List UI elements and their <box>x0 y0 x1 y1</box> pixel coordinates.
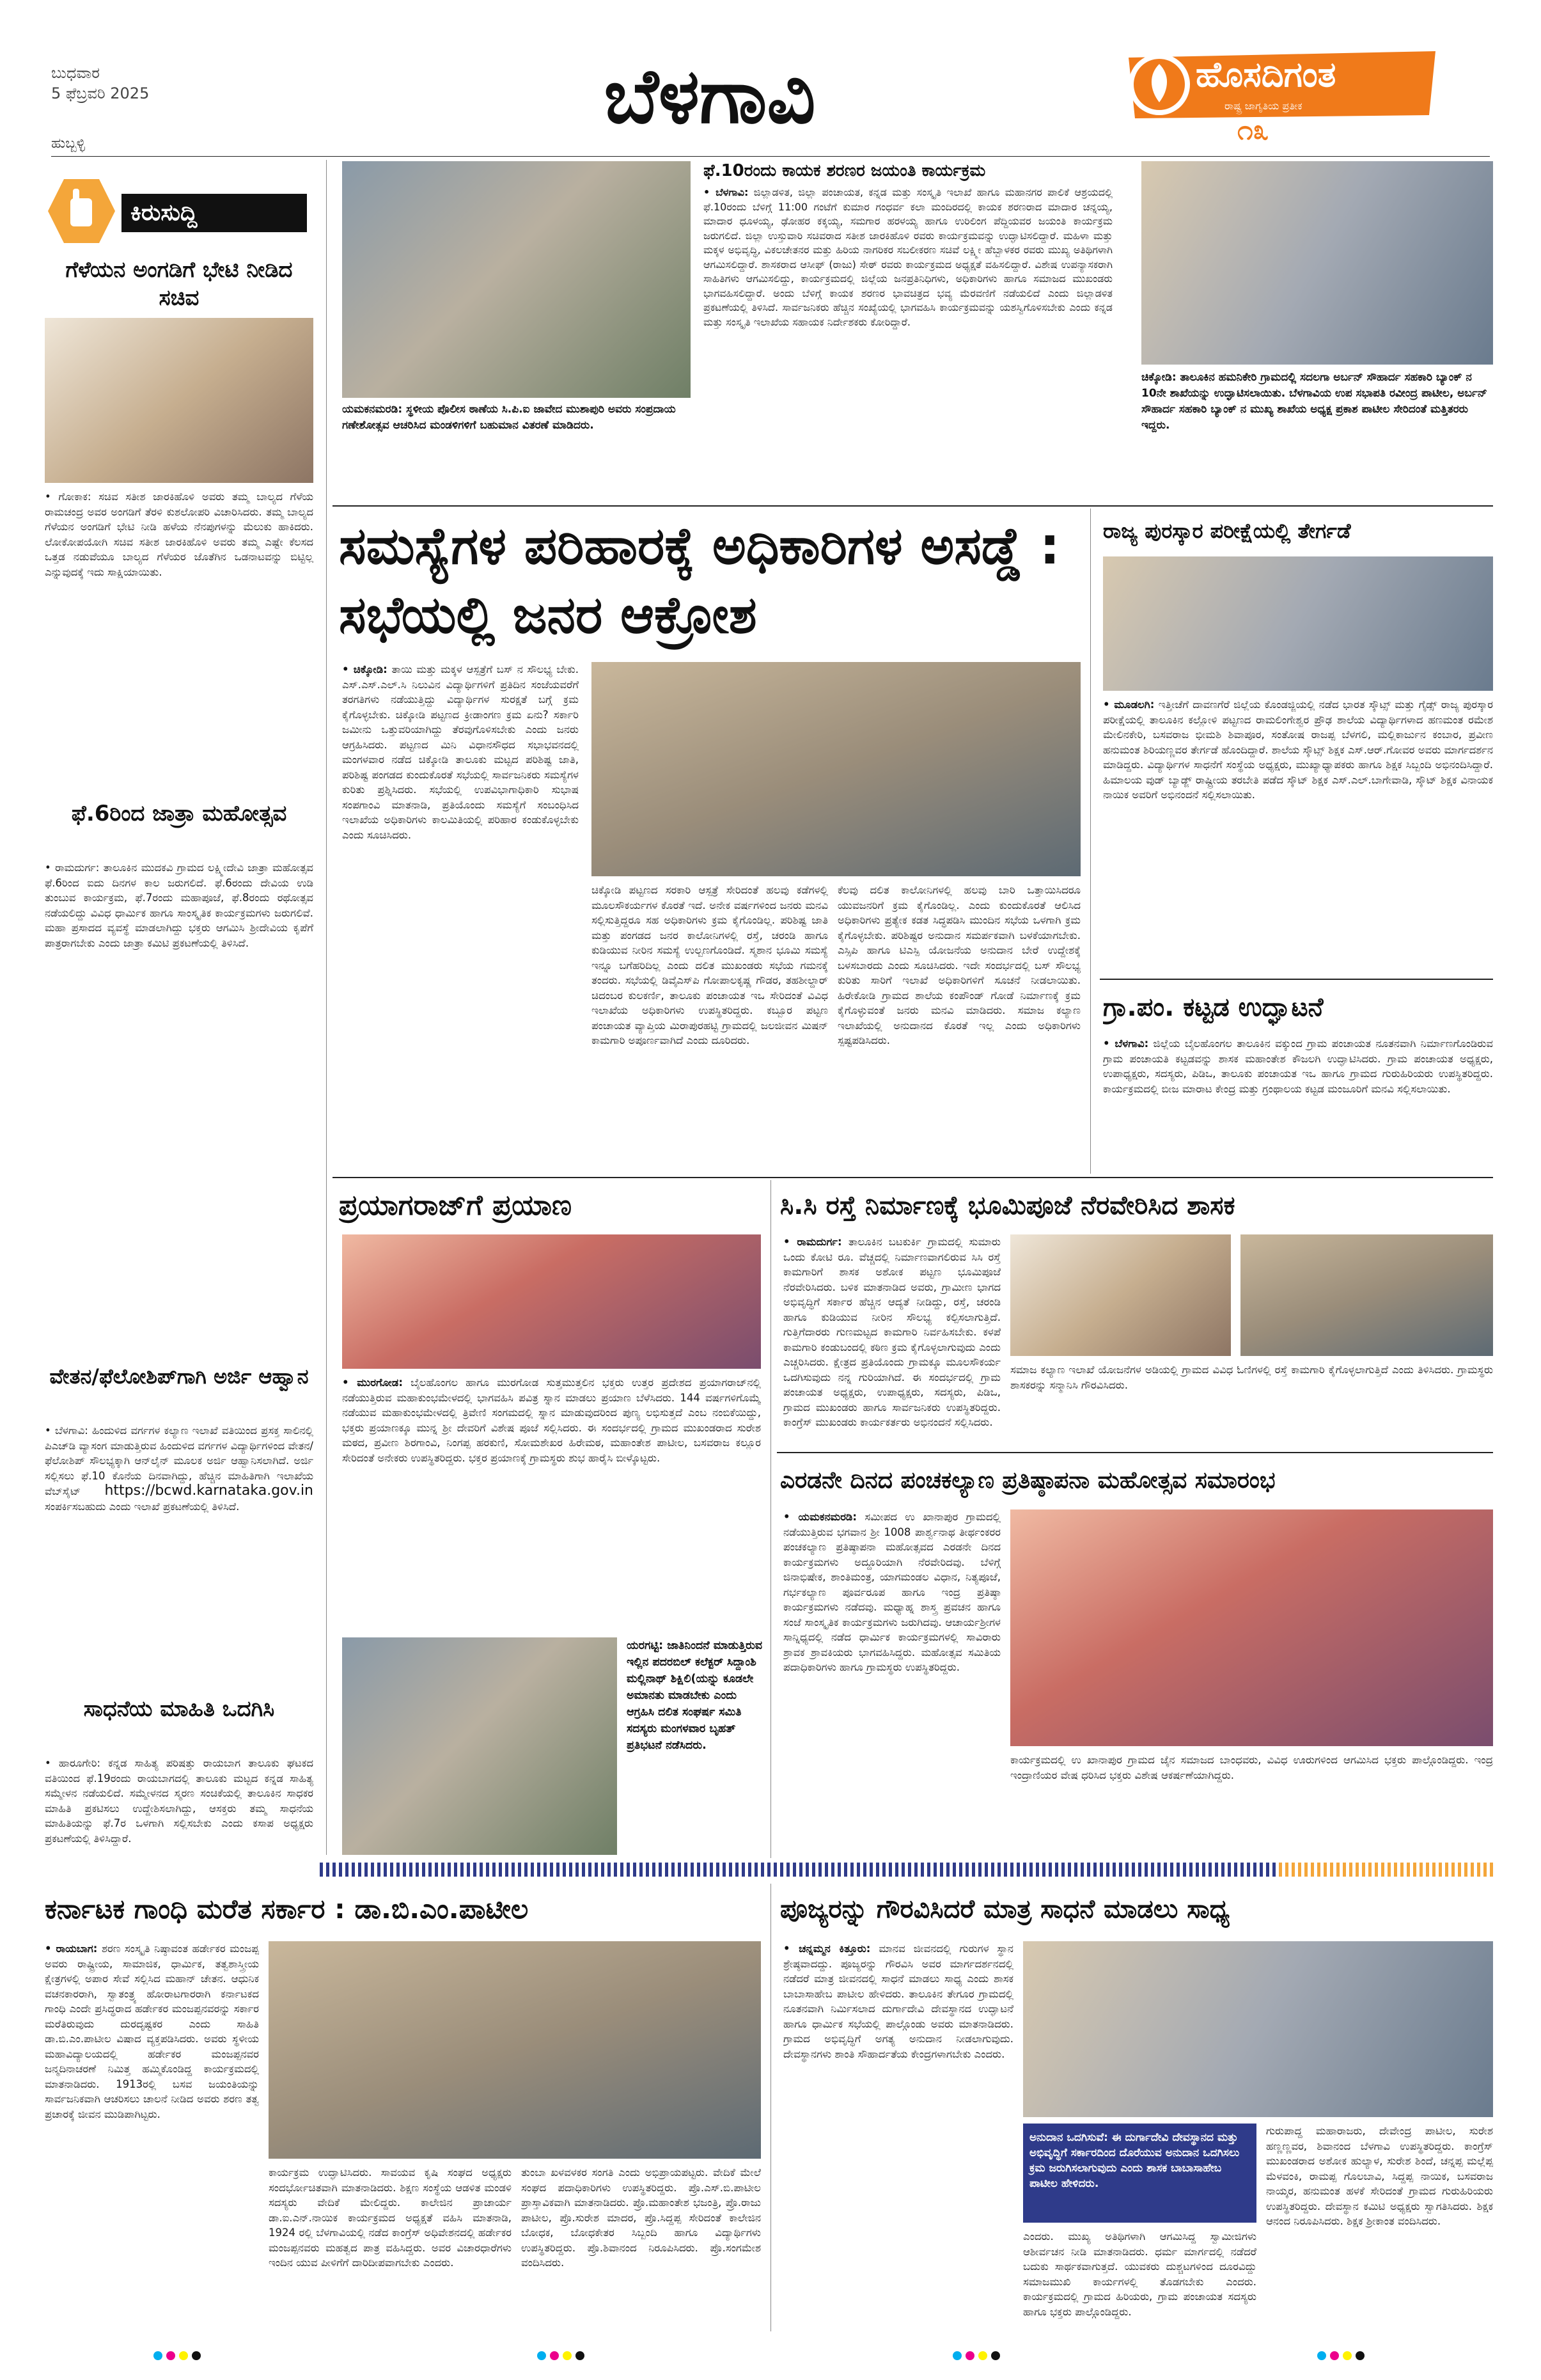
brand-tagline: ರಾಷ್ಟ್ರ ಜಾಗೃತಿಯ ಪ್ರತೀಕ <box>1224 100 1302 112</box>
road-body-2: ಸಮಾಜ ಕಲ್ಯಾಣ ಇಲಾಖೆ ಯೋಜನೆಗಳ ಅಡಿಯಲ್ಲಿ ಗ್ರಾಮದ ವಿವಿಧ ಓಣಿಗಳಲ್ಲಿ ರಸ್ತೆ ಕಾಮಗಾರಿ ಕೈಗೊಳ್ಳಲಾಗುತ್ತಿದೆ ಎಂದು ತಿಳಿಸಿದರು. ಗ್ರಾಮಸ್ಥರು ಶಾಸಕರನ್ನು ಸನ್ಮಾನಿಸಿ ಗೌರವಿಸಿದರು. <box>1010 1364 1493 1391</box>
masthead <box>0 0 1541 157</box>
panchakalyana-title: ಎರಡನೇ ದಿನದ ಪಂಚಕಲ್ಯಾಣ ಪ್ರತಿಷ್ಠಾಪನಾ ಮಹೋತ್ಸವ ಸಮಾರಂಭ <box>780 1467 1276 1493</box>
kirusuddi-badge <box>45 176 313 246</box>
kirusuddi-column <box>45 169 320 1858</box>
brief-title-3: ವೇತನ/ಫೆಲೋಶಿಪ್‌ಗಾಗಿ ಅರ್ಜಿ ಆಹ್ವಾನ <box>49 1364 309 1389</box>
mid-rule <box>332 1177 1493 1178</box>
prayag-dateline: • ಮುರಗೋಡ: <box>342 1376 403 1389</box>
police-caption: ಯಮಕನಮರಡಿ: ಸ್ಥಳೀಯ ಪೊಲೀಸ ಠಾಣೆಯ ಸಿ.ಪಿ.ಐ ಜಾವೇದ ಮುಶಾಪುರಿ ಅವರು ಸಂಪ್ರದಾಯ ಗಣೇಶೋತ್ಸವ ಆಚರಿಸಿದ ಮಂಡಳಿಗಳಿಗೆ ಬಹುಮಾನ ವಿತರಣೆ ಮಾಡಿದರು. <box>342 403 676 432</box>
top-row-rule <box>332 505 1493 507</box>
jayanti-dateline: • ಬೆಳಗಾವಿ: <box>703 186 749 198</box>
pujya-col1 <box>783 1941 1013 2325</box>
road-photo-1 <box>1010 1234 1231 1356</box>
lead-right-rule <box>1090 508 1091 1174</box>
jayanti-text: ಜಿಲ್ಲಾಡಳಿತ, ಜಿಲ್ಲಾ ಪಂಚಾಯತ, ಕನ್ನಡ ಮತ್ತು ಸಂಸ್ಕೃತಿ ಇಲಾಖೆ ಹಾಗೂ ಮಹಾನಗರ ಪಾಲಿಕೆ ಆಶ್ರಯದಲ್ಲಿ ಫೆ.10ರಂದು ಬೆಳಿಗ್ಗೆ 11:00 ಗಂಟೆಗೆ ಕುಮಾರ ಗಂಧರ್ವ ಕಲಾ ಮಂದಿರದಲ್ಲಿ ಕಾಯಕ ಶರಣರಾದ ಮಾದಾರ ಚನ್ನಯ್ಯ, ಮಾದಾರ ಧೂಳಯ್ಯ, ಢೋಹರ ಕಕ್ಕಯ್ಯ, ಸಮಗಾರ ಹರಳಯ್ಯ ಹಾಗೂ ಉರಿಲಿಂಗ ಪೆದ್ದಿಯವರ ಜಯಂತಿ ಕಾರ್ಯಕ್ರಮ ಜರುಗಲಿದೆ. ಜಿಲ್ಲಾ ಉಸ್ತುವಾರಿ ಸಚಿವರಾದ ಸತೀಶ ಜಾರಕಿಹೊಳಿ ರವರು ಕಾರ್ಯಕ್ರಮವನ್ನು ಉದ್ಘಾಟಿಸಲಿದ್ದಾರೆ. ಮಹಿಳಾ ಮತ್ತು ಮಕ್ಕಳ ಅಭಿವೃದ್ಧಿ, ವಿಕಲಚೇತನರ ಮತ್ತು ಹಿರಿಯ ನಾಗರಿಕರ ಸಬಲೀಕರಣ ಸಚಿವೆ ಲಕ್ಷ್ಮೀ ಹೆಬ್ಬಾಳಕರ ರವರು ಮುಖ್ಯ ಅತಿಥಿಗಳಾಗಿ ಆಗಮಿಸಲಿದ್ದಾರೆ. ಶಾಸಕರಾದ ಆಸೀಫ್ (ರಾಜು) ಸೇಠ್ ರವರು ಕಾರ್ಯಕ್ರಮದ ಅಧ್ಯಕ್ಷತೆ ವಹಿಸಲಿದ್ದಾರೆ. ವಿಶೇಷ ಉಪನ್ಯಾಸಕರಾಗಿ ಸಾಹಿತಿಗಳು ಆಗಮಿಸಲಿದ್ದು, ಕಾರ್ಯಕ್ರಮದಲ್ಲಿ ಜಿಲ್ಲೆಯ ಜನಪ್ರತಿನಿಧಿಗಳು, ಅಧಿಕಾರಿಗಳು ಹಾಗೂ ಸಮಾಜದ ಮುಖಂಡರು ಭಾಗವಹಿಸಲಿದ್ದಾರೆ. ಅಂದು ಬೆಳಿಗ್ಗೆ ಕಾಯಕ ಶರಣರ ಭಾವಚಿತ್ರದ ಭವ್ಯ ಮೆರವಣಿಗೆ ನಡೆಯಲಿದೆ ಎಂದು ಜಿಲ್ಲಾಡಳಿತ ಪ್ರಕಟಣೆಯಲ್ಲಿ ತಿಳಿಸಿದೆ. ಸಾರ್ವಜನಿಕರು ಹೆಚ್ಚಿನ ಸಂಖ್ಯೆಯಲ್ಲಿ ಭಾಗವಹಿಸಿ ಕಾರ್ಯಕ್ರಮವನ್ನು ಯಶಸ್ವಿಗೊಳಿಸಬೇಕು ಎಂದು ಕನ್ನಡ ಮತ್ತು ಸಂಸ್ಕೃತಿ ಇಲಾಖೆಯ ಸಹಾಯಕ ನಿರ್ದೇಶಕರು ಕೋರಿದ್ದಾರೆ. <box>703 186 1113 328</box>
road-dateline: • ರಾಮದುರ್ಗ: <box>783 1236 842 1248</box>
registration-marks-3 <box>953 2351 1029 2363</box>
prayag-body <box>342 1375 761 1631</box>
bottom-mid-rule <box>770 1884 771 2331</box>
award-title: ರಾಜ್ಯ ಪುರಸ್ಕಾರ ಪರೀಕ್ಷೆಯಲ್ಲಿ ತೇರ್ಗಡೆ <box>1103 519 1351 543</box>
registration-marks-4 <box>1317 2351 1394 2363</box>
brief-title-1: ಗೆಳೆಯನ ಅಂಗಡಿಗೆ ಭೇಟಿ ನೀಡಿದ ಸಚಿವ <box>65 257 293 311</box>
brief-body-1: • ಗೋಕಾಕ: ಸಚಿವ ಸತೀಶ ಜಾರಕಿಹೊಳಿ ಅವರು ತಮ್ಮ ಬಾಲ್ಯದ ಗೆಳೆಯ ರಾಮಚಂದ್ರ ಅವರ ಅಂಗಡಿಗೆ ತೆರಳಿ ಕುಶಲೋಪರಿ ವಿಚಾರಿಸಿದರು. ತಮ್ಮ ಬಾಲ್ಯದ ಗೆಳೆಯನ ಅಂಗಡಿಗೆ ಭೇಟಿ ನೀಡಿ ಹಳೆಯ ನೆನಪುಗಳನ್ನು ಮೆಲುಕು ಹಾಕಿದರು. ಲೋಕೋಪಯೋಗಿ ಸಚಿವ ಸತೀಶ ಜಾರಕಿಹೊಳಿ ಅವರು ತಮ್ಮ ಎಷ್ಟೇ ಕೆಲಸದ ಒತ್ತಡ ನಡುವೆಯೂ ಬಾಲ್ಯದ ಗೆಳೆಯರ ಜೊತೆಗಿನ ಒಡನಾಟವನ್ನು ಬಿಟ್ಟಿಲ್ಲ ಎನ್ನುವುದಕ್ಕೆ ಇದು ಸಾಕ್ಷಿಯಾಯಿತು. <box>45 491 313 578</box>
road-title: ಸಿ.ಸಿ ರಸ್ತೆ ನಿರ್ಮಾಣಕ್ಕೆ ಭೂಮಿಪೂಜೆ ನೆರವೇರಿಸಿದ ಶಾಸಕ <box>780 1191 1235 1220</box>
award-body <box>1103 697 1493 972</box>
gandhi-col2: ಕಾರ್ಯಕ್ರಮ ಉದ್ಘಾಟಿಸಿದರು. ಸಾವಯವ ಕೃಷಿ ಸಂಘದ ಅಧ್ಯಕ್ಷರು ಸಂದರ್ಭೋಚಿತವಾಗಿ ಮಾತನಾಡಿದರು. ಶಿಕ್ಷಣ ಸಂಸ್ಥೆಯ ಆಡಳಿತ ಮಂಡಳಿ ಸದಸ್ಯರು ವೇದಿಕೆ ಮೇಲಿದ್ದರು. ಕಾಲೇಜಿನ ಪ್ರಾಚಾರ್ಯ ಡಾ.ಐ.ಎನ್.ನಾಯಿಕ ಕಾರ್ಯಕ್ರಮದ ಅಧ್ಯಕ್ಷತೆ ವಹಿಸಿ ಮಾತನಾಡಿ, 1924 ರಲ್ಲಿ ಬೆಳಗಾವಿಯಲ್ಲಿ ನಡೆದ ಕಾಂಗ್ರೆಸ್ ಅಧಿವೇಶನದಲ್ಲಿ ಹರ್ಡೇಕರ ಮಂಜಪ್ಪನವರು ಮಹತ್ವದ ಪಾತ್ರ ವಹಿಸಿದ್ದರು. ಅವರ ವಿಚಾರಧಾರೆಗಳು ಇಂದಿನ ಯುವ ಪೀಳಿಗೆಗೆ ದಾರಿದೀಪವಾಗಬೇಕು ಎಂದರು. <box>269 2166 512 2269</box>
city-label: ಹುಬ್ಬಳ್ಳಿ <box>51 136 86 152</box>
lead-dateline: • ಚಿಕ್ಕೋಡಿ: <box>342 663 387 675</box>
prayag-text: ಬೈಲಹೊಂಗಲ ಹಾಗೂ ಮುರಗೋಡ ಸುತ್ತಮುತ್ತಲಿನ ಭಕ್ತರು ಉತ್ತರ ಪ್ರದೇಶದ ಪ್ರಯಾಗರಾಜ್‌ನಲ್ಲಿ ನಡೆಯುತ್ತಿರುವ ಮಹಾಕುಂಭಮೇಳದಲ್ಲಿ ಭಾಗವಹಿಸಿ ಪವಿತ್ರ ಸ್ನಾನ ಮಾಡಲು ಪ್ರಯಾಣ ಬೆಳೆಸಿದರು. 144 ವರ್ಷಗಳಿಗೊಮ್ಮೆ ನಡೆಯುವ ಮಹಾಕುಂಭಮೇಳದಲ್ಲಿ ತ್ರಿವೇಣಿ ಸಂಗಮದಲ್ಲಿ ಸ್ನಾನ ಮಾಡುವುದರಿಂದ ಪುಣ್ಯ ಲಭಿಸುತ್ತದೆ ಎಂಬ ನಂಬಿಕೆಯಿದ್ದು, ಭಕ್ತರು ಪ್ರಯಾಣಕ್ಕೂ ಮುನ್ನ ಶ್ರೀ ದೇವರಿಗೆ ವಿಶೇಷ ಪೂಜೆ ಸಲ್ಲಿಸಿದರು. ಈ ಸಂದರ್ಭದಲ್ಲಿ ಗ್ರಾಮದ ಮುಖಂಡರಾದ ಸುರೇಶ ಮಠದ, ಪ್ರವೀಣ ಶಿರಗಾಂವಿ, ನಿಂಗಪ್ಪ ಹರಕುಣಿ, ಸೋಮಶೇಖರ ಹಿರೇಮಠ, ಮಹಾಂತೇಶ ಪಾಟೀಲ, ಬಸವರಾಜ ಕಲ್ಲೂರ ಸೇರಿದಂತೆ ಅನೇಕರು ಉಪಸ್ಥಿತರಿದ್ದರು. ಭಕ್ತರ ಪ್ರಯಾಣಕ್ಕೆ ಗ್ರಾಮಸ್ಥರು ಶುಭ ಹಾರೈಸಿ ಬೀಳ್ಕೊಟ್ಟರು. <box>342 1376 761 1464</box>
award-photo <box>1103 556 1493 691</box>
header-rule <box>51 156 1490 157</box>
lead-col2: ಚಿಕ್ಕೋಡಿ ಪಟ್ಟಣದ ಸರಕಾರಿ ಆಸ್ಪತ್ರೆ ಸೇರಿದಂತೆ ಹಲವು ಕಡೆಗಳಲ್ಲಿ ಮೂಲಸೌಕರ್ಯಗಳ ಕೊರತೆ ಇದೆ. ಅನೇಕ ವರ್ಷಗಳಿಂದ ಜನರು ಮನವಿ ಸಲ್ಲಿಸುತ್ತಿದ್ದರೂ ಸಹ ಅಧಿಕಾರಿಗಳು ಕ್ರಮ ಕೈಗೊಂಡಿಲ್ಲ. ಪರಿಶಿಷ್ಟ ಜಾತಿ ಮತ್ತು ಪಂಗಡದ ಜನರ ಕಾಲೋನಿಗಳಲ್ಲಿ ರಸ್ತೆ, ಚರಂಡಿ ಹಾಗೂ ಕುಡಿಯುವ ನೀರಿನ ಸಮಸ್ಯೆ ಉಲ್ಬಣಗೊಂಡಿದೆ. ಸ್ಮಶಾನ ಭೂಮಿ ಸಮಸ್ಯೆ ಇನ್ನೂ ಬಗೆಹರಿದಿಲ್ಲ ಎಂದು ದಲಿತ ಮುಖಂಡರು ಸಭೆಯ ಗಮನಕ್ಕೆ ತಂದರು. ಸಭೆಯಲ್ಲಿ ಡಿವೈಎಸ್‌ಪಿ ಗೋಪಾಲಕೃಷ್ಣ ಗೌಡರ, ತಹಶೀಲ್ದಾರ್ ಚಿದಂಬರ ಕುಲಕರ್ಣಿ, ತಾಲೂಕು ಪಂಚಾಯತ ಇಒ ಸೇರಿದಂತೆ ವಿವಿಧ ಇಲಾಖೆಯ ಅಧಿಕಾರಿಗಳು ಉಪಸ್ಥಿತರಿದ್ದರು. ಕಬ್ಬೂರ ಪಟ್ಟಣ ಪಂಚಾಯತ ವ್ಯಾಪ್ತಿಯ ಮಿರಾಪುರಹಟ್ಟಿ ಗ್ರಾಮದಲ್ಲಿ ಜಲಜೀವನ ಮಿಷನ್ ಕಾಮಗಾರಿ ಅಪೂರ್ಣವಾಗಿದೆ ಎಂದು ದೂರಿದರು. <box>591 884 828 1046</box>
pujya-col2: ಎಂದರು. ಮುಖ್ಯ ಅತಿಥಿಗಳಾಗಿ ಆಗಮಿಸಿದ್ದ ಸ್ವಾಮೀಜಿಗಳು ಆಶೀರ್ವಚನ ನೀಡಿ ಮಾತನಾಡಿದರು. ಧರ್ಮ ಮಾರ್ಗದಲ್ಲಿ ನಡೆದರೆ ಬದುಕು ಸಾರ್ಥಕವಾಗುತ್ತದೆ. ಯುವಕರು ದುಶ್ಚಟಗಳಿಂದ ದೂರವಿದ್ದು ಸಮಾಜಮುಖಿ ಕಾರ್ಯಗಳಲ್ಲಿ ತೊಡಗಬೇಕು ಎಂದರು. ಕಾರ್ಯಕ್ರಮದಲ್ಲಿ ಗ್ರಾಮದ ಹಿರಿಯರು, ಗ್ರಾಮ ಪಂಚಾಯತ ಸದಸ್ಯರು ಹಾಗೂ ಭಕ್ತರು ಪಾಲ್ಗೊಂಡಿದ್ದರು. <box>1023 2230 1256 2318</box>
brand-block <box>1116 38 1448 147</box>
award-text: ಇತ್ತೀಚೆಗೆ ದಾವಣಗೆರೆ ಜಿಲ್ಲೆಯ ಕೊಂಡಜ್ಜಿಯಲ್ಲಿ ನಡೆದ ಭಾರತ ಸ್ಕೌಟ್ಸ್ ಮತ್ತು ಗೈಡ್ಸ್ ರಾಜ್ಯ ಪುರಸ್ಕಾರ ಪರೀಕ್ಷೆಯಲ್ಲಿ ತಾಲೂಕಿನ ಕಲ್ಲೋಳಿ ಪಟ್ಟಣದ ರಾಮಲಿಂಗೇಶ್ವರ ಪ್ರೌಢ ಶಾಲೆಯ ವಿದ್ಯಾರ್ಥಿಗಳಾದ ಹಣಮಂತ ರಮೇಶ ಮೇಲಿನಕೇರಿ, ಬಸವರಾಜ ಭೀಮಶಿ ಶಿವಾಪೂರ, ಸಂತೋಷ ರಾಜಪ್ಪ ಬೆಳಗಲಿ, ಮಲ್ಲಿಕಾರ್ಜುನ ಕಂಬಾರ, ಪ್ರವೀಣ ಹನುಮಂತ ಶಿರಿಯಣ್ಣವರ ತೇರ್ಗಡೆ ಹೊಂದಿದ್ದಾರೆ. ಶಾಲೆಯ ಸ್ಕೌಟ್ಸ್ ಶಿಕ್ಷಕ ಎಸ್.ಆರ್.ಗೋವರ ಅವರು ಮಾರ್ಗದರ್ಶನ ಮಾಡಿದ್ದರು. ವಿದ್ಯಾರ್ಥಿಗಳ ಸಾಧನೆಗೆ ಸಂಸ್ಥೆಯ ಅಧ್ಯಕ್ಷರು, ಮುಖ್ಯಾಧ್ಯಾಪಕರು ಹಾಗೂ ಶಿಕ್ಷಕ ಸಿಬ್ಬಂದಿ ಅಭಿನಂದಿಸಿದ್ದಾರೆ. ಹಿಮಾಲಯ ವುಡ್ ಬ್ಯಾಡ್ಜ್ ರಾಷ್ಟ್ರೀಯ ತರಬೇತಿ ಪಡೆದ ಸ್ಕೌಟ್ ಶಿಕ್ಷಕ ಎಸ್.ಎಲ್.ಬಾಗೇವಾಡಿ, ಸ್ಕೌಟ್ ಶಿಕ್ಷಕ ವಿನಾಯಕ ನಾಯಿಕ ಅವರಿಗೆ ಅಭಿನಂದನೆ ಸಲ್ಲಿಸಲಾಯಿತು. <box>1103 698 1493 801</box>
gandhi-photo <box>269 1941 761 2159</box>
brief-url[interactable]: https://bcwd.karnataka.gov.in <box>104 1483 313 1499</box>
brief-body-2: • ರಾಮದುರ್ಗ: ತಾಲೂಕಿನ ಮುದಕವಿ ಗ್ರಾಮದ ಲಕ್ಷ್ಮೀದೇವಿ ಜಾತ್ರಾ ಮಹೋತ್ಸವ ಫೆ.6ರಿಂದ ಐದು ದಿನಗಳ ಕಾಲ ಜರುಗಲಿದೆ. ಫೆ.6ರಂದು ದೇವಿಯ ಉಡಿ ತುಂಬುವ ಕಾರ್ಯಕ್ರಮ, ಫೆ.7ರಂದು ಮಹಾಪೂಜೆ, ಫೆ.8ರಂದು ರಥೋತ್ಸವ ನಡೆಯಲಿದ್ದು ವಿವಿಧ ಧಾರ್ಮಿಕ ಹಾಗೂ ಸಾಂಸ್ಕೃತಿಕ ಕಾರ್ಯಕ್ರಮಗಳು ಜರುಗಲಿವೆ. ಮಹಾ ಪ್ರಸಾದದ ವ್ಯವಸ್ಥೆ ಮಾಡಲಾಗಿದ್ದು ಭಕ್ತರು ಆಗಮಿಸಿ ಶ್ರೀದೇವಿಯ ಕೃಪೆಗೆ ಪಾತ್ರರಾಗಬೇಕು ಎಂದು ಜಾತ್ರಾ ಕಮಿಟಿ ಪ್ರಕಟಣೆಯಲ್ಲಿ ತಿಳಿಸಿದೆ. <box>45 862 313 949</box>
day-label: ಬುಧವಾರ <box>51 64 100 82</box>
section-title: ಬೆಳಗಾವಿ <box>604 52 816 140</box>
gandhi-dateline: • ರಾಯಬಾಗ: <box>45 1943 98 1955</box>
date-block <box>51 64 243 134</box>
panchakalyana-text: ಸಮೀಪದ ಉ ಖಾನಾಪುರ ಗ್ರಾಮದಲ್ಲಿ ನಡೆಯುತ್ತಿರುವ ಭಗವಾನ ಶ್ರೀ 1008 ಪಾರ್ಶ್ವನಾಥ ತೀರ್ಥಂಕರರ ಪಂಚಕಲ್ಯಾಣ ಪ್ರತಿಷ್ಠಾಪನಾ ಮಹೋತ್ಸವದ ಎರಡನೇ ದಿನದ ಕಾರ್ಯಕ್ರಮಗಳು ಅದ್ದೂರಿಯಾಗಿ ನೆರವೇರಿದವು. ಬೆಳಿಗ್ಗೆ ಜಿನಾಭಿಷೇಕ, ಶಾಂತಿಮಂತ್ರ, ಯಾಗಮಂಡಲ ವಿಧಾನ, ನಿತ್ಯಪೂಜೆ, ಗರ್ಭಕಲ್ಯಾಣ ಪೂರ್ವರೂಪ ಹಾಗೂ ಇಂದ್ರ ಪ್ರತಿಷ್ಠಾ ಕಾರ್ಯಕ್ರಮಗಳು ನಡೆದವು. ಮಧ್ಯಾಹ್ನ ಶಾಸ್ತ್ರ ಪ್ರವಚನ ಹಾಗೂ ಸಂಜೆ ಸಾಂಸ್ಕೃತಿಕ ಕಾರ್ಯಕ್ರಮಗಳು ಜರುಗಿದವು. ಆಚಾರ್ಯಶ್ರೀಗಳ ಸಾನ್ನಿಧ್ಯದಲ್ಲಿ ನಡೆದ ಧಾರ್ಮಿಕ ಕಾರ್ಯಕ್ರಮಗಳಲ್ಲಿ ಸಾವಿರಾರು ಶ್ರಾವಕ ಶ್ರಾವಕಿಯರು ಭಾಗವಹಿಸಿದ್ದರು. ಮಹೋತ್ಸವ ಸಮಿತಿಯ ಪದಾಧಿಕಾರಿಗಳು ಹಾಗೂ ಗ್ರಾಮಸ್ಥರು ಉಪಸ್ಥಿತರಿದ್ದರು. <box>783 1511 1001 1673</box>
jayanti-body <box>703 185 1113 499</box>
lead-col1 <box>342 662 579 1167</box>
pujya-highlight-box <box>1023 2124 1256 2223</box>
hand-icon <box>45 176 115 246</box>
panchakalyana-dateline: • ಯಮಕನಮರಡಿ: <box>783 1511 857 1523</box>
pujya-title: ಪೂಜ್ಯರನ್ನು ಗೌರವಿಸಿದರೆ ಮಾತ್ರ ಸಾಧನೆ ಮಾಡಲು ಸಾಧ್ಯ <box>780 1895 1230 1924</box>
road-text: ತಾಲೂಕಿನ ಬಟಕುರ್ಕಿ ಗ್ರಾಮದಲ್ಲಿ ಸುಮಾರು ಒಂದು ಕೋಟಿ ರೂ. ವೆಚ್ಚದಲ್ಲಿ ನಿರ್ಮಾಣವಾಗಲಿರುವ ಸಿಸಿ ರಸ್ತೆ ಕಾಮಗಾರಿಗೆ ಶಾಸಕ ಅಶೋಕ ಪಟ್ಟಣ ಭೂಮಿಪೂಜೆ ನೆರವೇರಿಸಿದರು. ಬಳಿಕ ಮಾತನಾಡಿದ ಅವರು, ಗ್ರಾಮೀಣ ಭಾಗದ ಅಭಿವೃದ್ಧಿಗೆ ಸರ್ಕಾರ ಹೆಚ್ಚಿನ ಆದ್ಯತೆ ನೀಡಿದ್ದು, ರಸ್ತೆ, ಚರಂಡಿ ಹಾಗೂ ಕುಡಿಯುವ ನೀರಿನ ಸೌಲಭ್ಯ ಕಲ್ಪಿಸಲಾಗುತ್ತಿದೆ. ಗುತ್ತಿಗೆದಾರರು ಗುಣಮಟ್ಟದ ಕಾಮಗಾರಿ ನಿರ್ವಹಿಸಬೇಕು. ಕಳಪೆ ಕಾಮಗಾರಿ ಕಂಡುಬಂದಲ್ಲಿ ಕಠಿಣ ಕ್ರಮ ಕೈಗೊಳ್ಳಲಾಗುವುದು ಎಂದು ಎಚ್ಚರಿಸಿದರು. ಕ್ಷೇತ್ರದ ಪ್ರತಿಯೊಂದು ಗ್ರಾಮಕ್ಕೂ ಮೂಲಸೌಕರ್ಯ ಒದಗಿಸುವುದು ನನ್ನ ಗುರಿಯಾಗಿದೆ. ಈ ಸಂದರ್ಭದಲ್ಲಿ ಗ್ರಾಮ ಪಂಚಾಯತ ಅಧ್ಯಕ್ಷರು, ಉಪಾಧ್ಯಕ್ಷರು, ಸದಸ್ಯರು, ಪಿಡಿಒ, ಗ್ರಾಮದ ಮುಖಂಡರು ಹಾಗೂ ಸಾರ್ವಜನಿಕರು ಉಪಸ್ಥಿತರಿದ್ದರು. ಕಾಂಗ್ರೆಸ್ ಮುಖಂಡರು ಕಾರ್ಯಕರ್ತರು ಅಭಿನಂದನೆ ಸಲ್ಲಿಸಿದರು. <box>783 1236 1001 1428</box>
registration-marks-1 <box>153 2351 230 2363</box>
pujya-photo <box>1023 1941 1493 2117</box>
award-rule <box>1100 979 1493 980</box>
left-column-rule <box>326 160 327 1855</box>
gp-title: ಗ್ರಾ.ಪಂ. ಕಟ್ಟಡ ಉದ್ಘಾಟನೆ <box>1103 993 1324 1022</box>
brief-title-2: ಫೆ.6ರಿಂದ ಜಾತ್ರಾ ಮಹೋತ್ಸವ <box>71 801 287 826</box>
jayanti-title: ಫೆ.10ರಂದು ಕಾಯಕ ಶರಣರ ಜಯಂತಿ ಕಾರ್ಯಕ್ರಮ <box>703 161 986 180</box>
prayag-title: ಪ್ರಯಾಗರಾಜ್‌ಗೆ ಪ್ರಯಾಣ <box>339 1189 572 1222</box>
gandhi-col3: ತುಂಬಾ ಖಳವಳಕರ ಸಂಗತಿ ಎಂದು ಅಭಿಪ್ರಾಯಪಟ್ಟರು. ವೇದಿಕೆ ಮೇಲೆ ಸಂಘದ ಪದಾಧಿಕಾರಿಗಳು ಉಪಸ್ಥಿತರಿದ್ದರು. ಪ್ರೊ.ಎಸ್.ಬಿ.ಪಾಟೀಲ ಪ್ರಾಸ್ತಾವಿಕವಾಗಿ ಮಾತನಾಡಿದರು. ಪ್ರೊ.ಮಹಾಂತೇಶ ಭಜಂತ್ರಿ, ಪ್ರೊ.ರಾಜು ಪಾಟೀಲ, ಪ್ರೊ.ಸುರೇಶ ಮಾದರ, ಪ್ರೊ.ಸಿದ್ದಪ್ಪ ಸೇರಿದಂತೆ ಕಾಲೇಜಿನ ಬೋಧಕ, ಬೋಧಕೇತರ ಸಿಬ್ಬಂದಿ ಹಾಗೂ ವಿದ್ಯಾರ್ಥಿಗಳು ಉಪಸ್ಥಿತರಿದ್ದರು. ಪ್ರೊ.ಶಿವಾನಂದ ನಿರೂಪಿಸಿದರು. ಪ್ರೊ.ಸಂಗಮೇಶ ವಂದಿಸಿದರು. <box>521 2166 761 2269</box>
prayag-photo <box>342 1234 761 1369</box>
gandhi-title: ಕರ್ನಾಟಕ ಗಾಂಧಿ ಮರೆತ ಸರ್ಕಾರ : ಡಾ.ಬಿ.ಎಂ.ಪಾಟೀಲ <box>45 1893 529 1925</box>
award-dateline: • ಮೂಡಲಗಿ: <box>1103 698 1155 711</box>
brief-title-4: ಸಾಧನೆಯ ಮಾಹಿತಿ ಒದಗಿಸಿ <box>83 1696 275 1722</box>
section-divider-stripe <box>320 1863 1496 1877</box>
bank-caption: ಚಿಕ್ಕೋಡಿ: ತಾಲೂಕಿನ ಹಮನಿಕೇರಿ ಗ್ರಾಮದಲ್ಲಿ ಸದಲಗಾ ಅರ್ಬನ್ ಸೌಹಾರ್ದ ಸಹಕಾರಿ ಬ್ಯಾಂಕ್ ನ 10ನೇ ಶಾಖೆಯನ್ನು ಉದ್ಘಾಟಿಸಲಾಯಿತು. ಬೆಳಗಾವಿಯ ಉಪ ಸಭಾಪತಿ ರವೀಂದ್ರ ಪಾಟೀಲ, ಅರ್ಬನ್ ಸೌಹಾರ್ದ ಸಹಕಾರಿ ಬ್ಯಾಂಕ್ ನ ಮುಖ್ಯ ಶಾಖೆಯ ಅಧ್ಯಕ್ಷ ಪ್ರಕಾಶ ಪಾಟೀಲ ಸೇರಿದಂತೆ ಮತ್ತಿತರರು ಇದ್ದರು. <box>1141 371 1487 432</box>
pujya-col3: ಗುರುಪಾದ್ದ ಮಹಾರಾಜರು, ದೇವೇಂದ್ರ ಪಾಟೀಲ, ಸುರೇಶ ಹಣ್ಣಣ್ಣವರ, ಶಿವಾನಂದ ಬೆಳಗಾವಿ ಉಪಸ್ಥಿತರಿದ್ದರು. ಕಾಂಗ್ರೆಸ್ ಮುಖಂಡರಾದ ಅಶೋಕ ಹುಲ್ಯಾಳ, ಸುರೇಶ ಶಿಂದೆ, ಚನ್ನಪ್ಪ ಮಲ್ಲೆಪ್ಪ ಮೆಳವಂಕಿ, ರಾಮಪ್ಪ ಗೊಲಬಾವಿ, ಸಿದ್ದಪ್ಪ ನಾಯಿಕ, ಬಸವರಾಜ ನಾಯ್ಕರ, ಹನುಮಂತ ಹಳಕೆ ಸೇರಿದಂತೆ ಗ್ರಾಮದ ಗುರುಹಿರಿಯರು ಉಪಸ್ಥಿತರಿದ್ದರು. ದೇವಸ್ಥಾನ ಕಮಿಟಿ ಅಧ್ಯಕ್ಷರು ಸ್ವಾಗತಿಸಿದರು. ಶಿಕ್ಷಕ ಆನಂದ ನಿರೂಪಿಸಿದರು. ಶಿಕ್ಷಕ ಶ್ರೀಕಾಂತ ವಂದಿಸಿದರು. <box>1266 2125 1493 2227</box>
gp-text: ಜಿಲ್ಲೆಯ ಬೈಲಹೊಂಗಲ ತಾಲೂಕಿನ ವಕ್ಕುಂದ ಗ್ರಾಮ ಪಂಚಾಯತ ನೂತನವಾಗಿ ನಿರ್ಮಾಣಗೊಂಡಿರುವ ಗ್ರಾಮ ಪಂಚಾಯತಿ ಕಟ್ಟಡವನ್ನು ಶಾಸಕ ಮಹಾಂತೇಶ ಕೌಜಲಗಿ ಉದ್ಘಾಟಿಸಿದರು. ಗ್ರಾಮ ಪಂಚಾಯತ ಅಧ್ಯಕ್ಷರು, ಉಪಾಧ್ಯಕ್ಷರು, ಸದಸ್ಯರು, ಪಿಡಿಒ, ತಾಲೂಕು ಪಂಚಾಯತ ಇಒ ಹಾಗೂ ಗ್ರಾಮದ ಗುರುಹಿರಿಯರು ಉಪಸ್ಥಿತರಿದ್ದರು. ಕಾರ್ಯಕ್ರಮದಲ್ಲಿ ಬೀಜ ಮಾರಾಟ ಕೇಂದ್ರ ಮತ್ತು ಗ್ರಂಥಾಲಯ ಕಟ್ಟಡ ಮಂಜೂರಿಗೆ ಮನವಿ ಸಲ್ಲಿಸಲಾಯಿತು. <box>1103 1037 1493 1095</box>
panchakalyana-body <box>783 1509 1001 1861</box>
registration-marks-2 <box>537 2351 614 2363</box>
brief-body-4: • ಹಾರೂಗೇರಿ: ಕನ್ನಡ ಸಾಹಿತ್ಯ ಪರಿಷತ್ತು ರಾಯಬಾಗ ತಾಲೂಕು ಘಟಕದ ವತಿಯಿಂದ ಫೆ.19ರಂದು ರಾಯಬಾಗದಲ್ಲಿ ತಾಲೂಕು ಮಟ್ಟದ ಕನ್ನಡ ಸಾಹಿತ್ಯ ಸಮ್ಮೇಳನ ನಡೆಯಲಿದೆ. ಸಮ್ಮೇಳನದ ಸ್ಮರಣ ಸಂಚಿಕೆಯಲ್ಲಿ ತಾಲೂಕಿನ ಸಾಧಕರ ಮಾಹಿತಿ ಪ್ರಕಟಿಸಲು ಉದ್ದೇಶಿಸಲಾಗಿದ್ದು, ಆಸಕ್ತರು ತಮ್ಮ ಸಾಧನೆಯ ಮಾಹಿತಿಯನ್ನು ಫೆ.7ರ ಒಳಗಾಗಿ ಸಲ್ಲಿಸಬೇಕು ಎಂದು ಕಸಾಪ ಅಧ್ಯಕ್ಷರು ಪ್ರಕಟಣೆಯಲ್ಲಿ ತಿಳಿಸಿದ್ದಾರೆ. <box>45 1757 313 1845</box>
pujya-col1-text: ಮಾನವ ಜೀವನದಲ್ಲಿ ಗುರುಗಳ ಸ್ಥಾನ ಶ್ರೇಷ್ಠವಾದದ್ದು. ಪೂಜ್ಯರನ್ನು ಗೌರವಿಸಿ ಅವರ ಮಾರ್ಗದರ್ಶನದಲ್ಲಿ ನಡೆದರೆ ಮಾತ್ರ ಜೀವನದಲ್ಲಿ ಸಾಧನೆ ಮಾಡಲು ಸಾಧ್ಯ ಎಂದು ಶಾಸಕ ಬಾಬಾಸಾಹೇಬ ಪಾಟೀಲ ಹೇಳಿದರು. ತಾಲೂಕಿನ ತೇಗೂರ ಗ್ರಾಮದಲ್ಲಿ ನೂತನವಾಗಿ ನಿರ್ಮಿಸಲಾದ ದುರ್ಗಾದೇವಿ ದೇವಸ್ಥಾನದ ಉದ್ಘಾಟನೆ ಹಾಗೂ ಧಾರ್ಮಿಕ ಸಭೆಯಲ್ಲಿ ಪಾಲ್ಗೊಂಡು ಅವರು ಮಾತನಾಡಿದರು. ಗ್ರಾಮದ ಅಭಿವೃದ್ಧಿಗೆ ಅಗತ್ಯ ಅನುದಾನ ನೀಡಲಾಗುವುದು. ದೇವಸ್ಥಾನಗಳು ಶಾಂತಿ ಸೌಹಾರ್ದತೆಯ ಕೇಂದ್ರಗಳಾಗಬೇಕು ಎಂದರು. <box>783 1943 1013 2060</box>
gandhi-col1 <box>45 1941 259 2325</box>
bank-photo <box>1141 161 1493 365</box>
protest-caption: ಯರಗಟ್ಟಿ: ಜಾತಿನಿಂದನೆ ಮಾಡುತ್ತಿರುವ ಇಲ್ಲಿನ ಪದರಬಿಲ್ ಕಲೆಕ್ಟರ್ ಸಿದ್ದಾಂಶಿ ಮಲ್ಲಿನಾಥ್ ಶಿಕ್ಷಿಲಿ(ಯನ್ನು ಕೂಡಲೇ ಅಮಾನತು ಮಾಡಬೇಕು ಎಂದು ಆಗ್ರಹಿಸಿ ದಲಿತ ಸಂಘರ್ಷ ಸಮಿತಿ ಸದಸ್ಯರು ಮಂಗಳವಾರ ಬೃಹತ್ ಪ್ರತಿಭಟನೆ ನಡೆಸಿದರು. <box>627 1639 763 1752</box>
prayag-right-rule <box>770 1180 771 1858</box>
lead-photo <box>591 662 1081 876</box>
brief-body-3 <box>45 1423 313 1685</box>
gandhi-col1-text: ಶರಣ ಸಂಸ್ಕೃತಿ ನಿಷ್ಠಾವಂತ ಹರ್ಡೇಕರ ಮಂಜಪ್ಪ ಅವರು ರಾಷ್ಟ್ರೀಯ, ಸಾಮಾಜಿಕ, ಧಾರ್ಮಿಕ, ತತ್ವಶಾಸ್ತ್ರೀಯ ಕ್ಷೇತ್ರಗಳಲ್ಲಿ ಅಪಾರ ಸೇವೆ ಸಲ್ಲಿಸಿದ ಮಹಾನ್ ಚೇತನ. ಆಧುನಿಕ ವಚನಕಾರರಾಗಿ, ಸ್ವಾತಂತ್ರ್ಯ ಹೋರಾಟಗಾರರಾಗಿ ಕರ್ನಾಟಕದ ಗಾಂಧಿ ಎಂದೇ ಪ್ರಸಿದ್ಧರಾದ ಹರ್ಡೇಕರ ಮಂಜಪ್ಪನವರನ್ನು ಸರ್ಕಾರ ಮರೆತಿರುವುದು ದುರದೃಷ್ಟಕರ ಎಂದು ಸಾಹಿತಿ ಡಾ.ಬಿ.ಎಂ.ಪಾಟೀಲ ವಿಷಾದ ವ್ಯಕ್ತಪಡಿಸಿದರು. ಅವರು ಸ್ಥಳೀಯ ಮಹಾವಿದ್ಯಾಲಯದಲ್ಲಿ ಹರ್ಡೇಕರ ಮಂಜಪ್ಪನವರ ಜನ್ಮದಿನಾಚರಣೆ ನಿಮಿತ್ತ ಹಮ್ಮಿಕೊಂಡಿದ್ದ ಕಾರ್ಯಕ್ರಮದಲ್ಲಿ ಮಾತನಾಡಿದರು. 1913ರಲ್ಲಿ ಬಸವ ಜಯಂತಿಯನ್ನು ಸಾರ್ವಜನಿಕವಾಗಿ ಆಚರಿಸಲು ಚಾಲನೆ ನೀಡಿದ ಅವರು ಶರಣ ತತ್ವ ಪ್ರಚಾರಕ್ಕೆ ಜೀವನ ಮುಡಿಪಾಗಿಟ್ಟರು. <box>45 1943 259 2120</box>
brief-body-3-end: ಸಂಪರ್ಕಿಸಬಹುದು ಎಂದು ಇಲಾಖೆ ಪ್ರಕಟಣೆಯಲ್ಲಿ ತಿಳಿಸಿದೆ. <box>45 1500 240 1513</box>
lead-col1-text: ತಾಯಿ ಮತ್ತು ಮಕ್ಕಳ ಆಸ್ಪತ್ರೆಗೆ ಬಸ್ ನ ಸೌಲಭ್ಯ ಬೇಕು. ಎಸ್.ಎಸ್.ಎಲ್.ಸಿ ನಿಲುವಿನ ವಿದ್ಯಾರ್ಥಿಗಳಿಗೆ ಪ್ರತಿದಿನ ಸಂಜೆಯವರೆಗೆ ತರಗತಿಗಳು ನಡೆಯುತ್ತಿದ್ದು ವಿದ್ಯಾರ್ಥಿಗಳ ಸುರಕ್ಷತೆ ಬಗ್ಗೆ ಕ್ರಮ ಕೈಗೊಳ್ಳಬೇಕು. ಚಿಕ್ಕೋಡಿ ಪಟ್ಟಣದ ಕ್ರೀಡಾಂಗಣ ಕ್ರಮ ಏನು? ಸರ್ಕಾರಿ ಜಮೀನು ಒತ್ತುವರಿಯಾಗಿದ್ದು ತೆರವುಗೊಳಿಸಬೇಕು ಎಂದು ಜನರು ಆಗ್ರಹಿಸಿದರು. ಪಟ್ಟಣದ ಮಿನಿ ವಿಧಾನಸೌಧದ ಸಭಾಭವನದಲ್ಲಿ ಮಂಗಳವಾರ ನಡೆದ ಚಿಕ್ಕೋಡಿ ತಾಲೂಕು ಮಟ್ಟದ ಪರಿಶಿಷ್ಟ ಜಾತಿ, ಪರಿಶಿಷ್ಟ ಪಂಗಡದ ಕುಂದುಕೊರತೆ ಸಭೆಯಲ್ಲಿ ಸಾರ್ವಜನಿಕರು ಸಮಸ್ಯೆಗಳ ಕುರಿತು ಪ್ರಶ್ನಿಸಿದರು. ಸಭೆಯಲ್ಲಿ ಉಪವಿಭಾಗಾಧಿಕಾರಿ ಸುಭಾಷ ಸಂಪಗಾಂವಿ ಮಾತನಾಡಿ, ಪ್ರತಿಯೊಂದು ಸಮಸ್ಯೆಗೆ ಸಂಬಂಧಿಸಿದ ಇಲಾಖೆಯ ಅಧಿಕಾರಿಗಳು ಕಾಲಮಿತಿಯಲ್ಲಿ ಪರಿಹಾರ ಕಂಡುಕೊಳ್ಳಬೇಕು ಎಂದು ಸೂಚಿಸಿದರು. <box>342 663 579 841</box>
gp-body <box>1103 1036 1493 1170</box>
road-rule <box>777 1452 1493 1453</box>
date-label: 5 ಫೆಬ್ರವರಿ 2025 <box>51 84 150 102</box>
gp-dateline: • ಬೆಳಗಾವಿ: <box>1103 1037 1149 1050</box>
road-photo-2 <box>1240 1234 1493 1356</box>
kirusuddi-label: ಕಿರುಸುದ್ದಿ <box>121 194 307 232</box>
pujya-highlight-text: ಅನುದಾನ ಒದಗಿಸುವೆ: ಈ ದುರ್ಗಾದೇವಿ ದೇವಸ್ಥಾನದ ಮತ್ತು ಅಭಿವೃದ್ಧಿಗೆ ಸರ್ಕಾರದಿಂದ ದೊರೆಯುವ ಅನುದಾನ ಒದಗಿಸಲು ಕ್ರಮ ಜರುಗಿಸಲಾಗುವುದು ಎಂದು ಶಾಸಕ ಬಾಬಾಸಾಹೇಬ ಪಾಟೀಲ ಹೇಳಿದರು. <box>1029 2131 1240 2190</box>
lead-headline: ಸಮಸ್ಯೆಗಳ ಪರಿಹಾರಕ್ಕೆ ಅಧಿಕಾರಿಗಳ ಅಸಡ್ಡೆ : ಸಭೆಯಲ್ಲಿ ಜನರ ಆಕ್ರೋಶ <box>339 516 1060 645</box>
brand-name: ಹೊಸದಿಗಂತ <box>1196 54 1336 95</box>
panchakalyana-body-2: ಕಾರ್ಯಕ್ರಮದಲ್ಲಿ ಉ ಖಾನಾಪುರ ಗ್ರಾಮದ ಜೈನ ಸಮಾಜದ ಬಾಂಧವರು, ವಿವಿಧ ಊರುಗಳಿಂದ ಆಗಮಿಸಿದ ಭಕ್ತರು ಪಾಲ್ಗೊಂಡಿದ್ದರು. ಇಂದ್ರ ಇಂದ್ರಾಣಿಯರ ವೇಷ ಧರಿಸಿದ ಭಕ್ತರು ವಿಶೇಷ ಆಕರ್ಷಣೆಯಾಗಿದ್ದರು. <box>1010 1754 1493 1781</box>
brief-body-3-text: • ಬೆಳಗಾವಿ: ಹಿಂದುಳಿದ ವರ್ಗಗಳ ಕಲ್ಯಾಣ ಇಲಾಖೆ ವತಿಯಿಂದ ಪ್ರಸಕ್ತ ಸಾಲಿನಲ್ಲಿ ಪಿಎಚ್‌ಡಿ ವ್ಯಾಸಂಗ ಮಾಡುತ್ತಿರುವ ಹಿಂದುಳಿದ ವರ್ಗಗಳ ವಿದ್ಯಾರ್ಥಿಗಳಿಂದ ವೇತನ/ಫೆಲೋಶಿಪ್ ಸೌಲಭ್ಯಕ್ಕಾಗಿ ಆನ್‌ಲೈನ್ ಮೂಲಕ ಅರ್ಜಿ ಆಹ್ವಾನಿಸಲಾಗಿದೆ. ಅರ್ಜಿ ಸಲ್ಲಿಸಲು ಫೆ.10 ಕೊನೆಯ ದಿನವಾಗಿದ್ದು, ಹೆಚ್ಚಿನ ಮಾಹಿತಿಗಾಗಿ ಇಲಾಖೆಯ ವೆಬ್‌ಸೈಟ್ <box>45 1424 313 1497</box>
police-photo <box>342 161 691 398</box>
brief-photo-1 <box>45 318 313 483</box>
page-number: ೧೩ <box>1237 114 1269 146</box>
lead-col3: ಕೆಲವು ದಲಿತ ಕಾಲೋನಿಗಳಲ್ಲಿ ಹಲವು ಬಾರಿ ಒತ್ತಾಯಿಸಿದರೂ ಯುವಜನರಿಗೆ ಕ್ರಮ ಕೈಗೊಂಡಿಲ್ಲ. ಎಂದು ಕುಂದುಕೊರತೆ ಆಲಿಸಿದ ಅಧಿಕಾರಿಗಳು ಪ್ರತ್ಯೇಕ ಕಡತ ಸಿದ್ಧಪಡಿಸಿ ಮುಂದಿನ ಸಭೆಯ ಒಳಗಾಗಿ ಕ್ರಮ ಕೈಗೊಳ್ಳಬೇಕು. ಪರಿಶಿಷ್ಟರ ಅನುದಾನ ಸಮರ್ಪಕವಾಗಿ ಬಳಕೆಯಾಗಬೇಕು. ಎಸ್ಸಿಪಿ ಹಾಗೂ ಟಿಎಸ್ಪಿ ಯೋಜನೆಯ ಅನುದಾನ ಬೇರೆ ಉದ್ದೇಶಕ್ಕೆ ಬಳಸಬಾರದು ಎಂದು ಸೂಚಿಸಿದರು. ಇದೇ ಸಂದರ್ಭದಲ್ಲಿ ಬಸ್ ಸೌಲಭ್ಯ ಕುರಿತು ಸಾರಿಗೆ ಇಲಾಖೆ ಅಧಿಕಾರಿಗಳಿಗೆ ಸೂಚನೆ ನೀಡಲಾಯಿತು. ಹಿರೇಕೋಡಿ ಗ್ರಾಮದ ಶಾಲೆಯ ಕಂಪೌಂಡ್ ಗೋಡೆ ನಿರ್ಮಾಣಕ್ಕೆ ಕ್ರಮ ಕೈಗೊಳ್ಳುವಂತೆ ಜನರು ಮನವಿ ಮಾಡಿದರು. ಸಮಾಜ ಕಲ್ಯಾಣ ಇಲಾಖೆಯಲ್ಲಿ ಅನುದಾನದ ಕೊರತೆ ಇಲ್ಲ ಎಂದು ಅಧಿಕಾರಿಗಳು ಸ್ಪಷ್ಟಪಡಿಸಿದರು. <box>838 884 1081 1046</box>
panchakalyana-photo <box>1010 1509 1493 1746</box>
pujya-dateline: • ಚನ್ನಮ್ಮನ ಕಿತ್ತೂರು: <box>783 1943 871 1955</box>
protest-photo <box>342 1637 617 1855</box>
